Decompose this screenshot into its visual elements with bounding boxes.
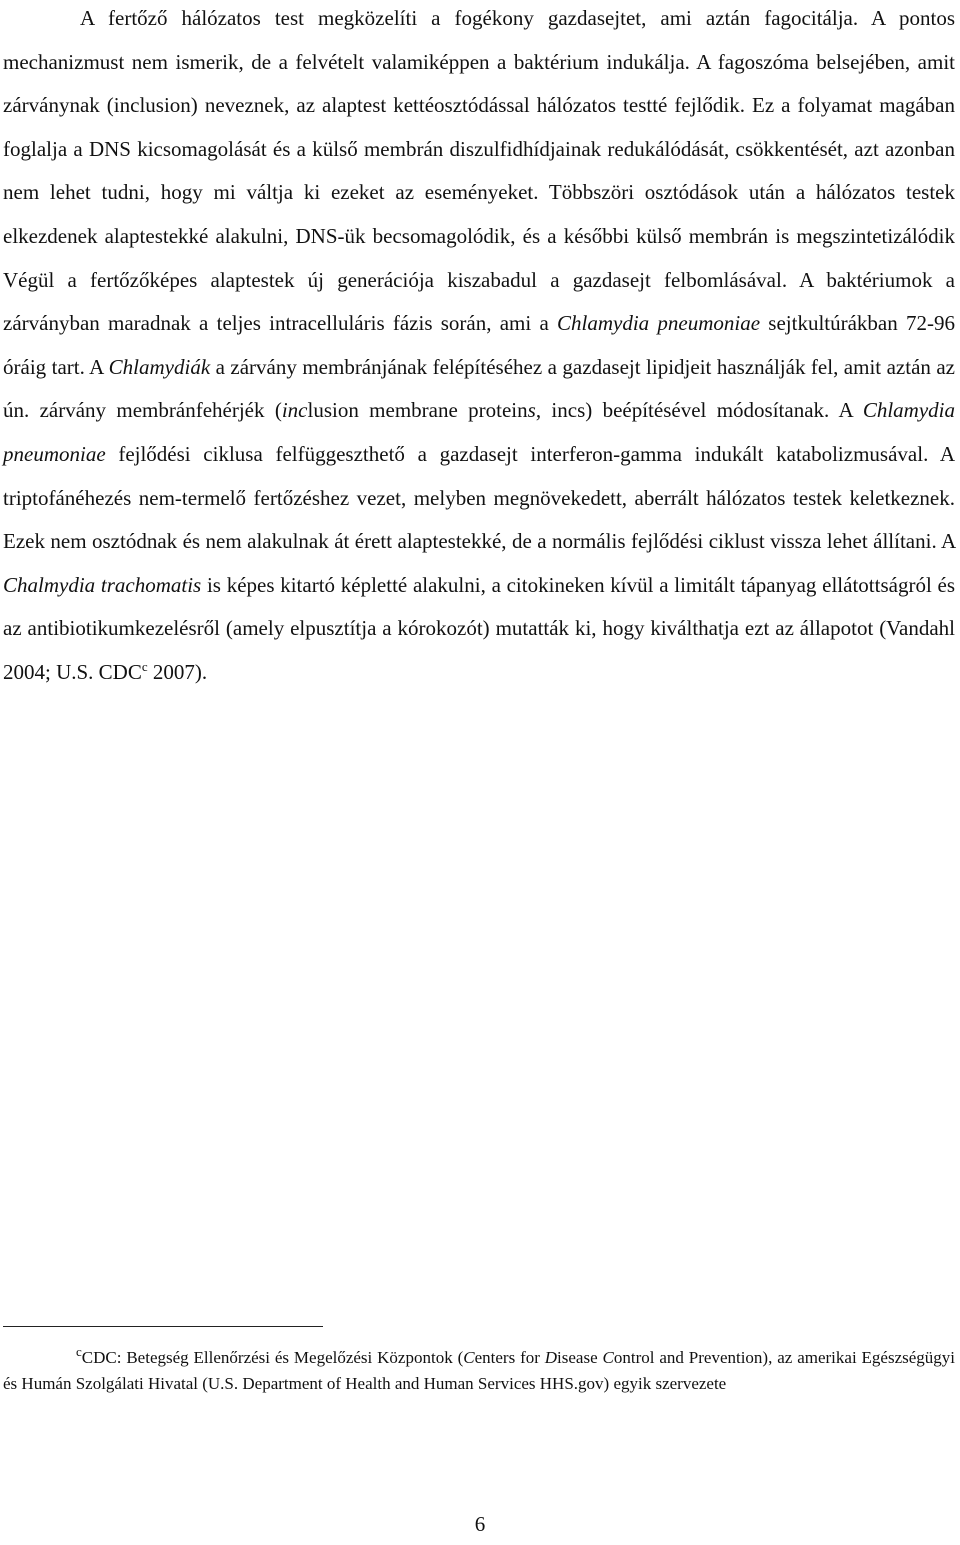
italic-abbrev: s [527, 398, 536, 423]
body-paragraph [3, 0, 955, 695]
text-run: is képes kitartó képletté alakulni, a citokineken kívül a limitált tápanyag ellátottságról és az antibiotikumkezelésről (amely elpusztítja a kórokozót) mutatták ki, hogy kiválthatja ezt az állapotot (Vandahl 2004; U.S. CDC [3, 572, 955, 684]
footnote-divider [3, 1326, 323, 1327]
text-run: lusion membrane protein [307, 398, 528, 423]
text-run: a zárvány membránjának felépítéséhez a gazdasejt lipidjeit használják fel, amit aztán az ún. zárvány membránfehérjék ( [3, 354, 955, 423]
italic-abbrev: inc [281, 398, 308, 423]
species-name: Chlamydia pneumoniae [557, 311, 761, 336]
text-run: 2007). [147, 659, 208, 684]
species-name: Chlamydia pneumoniae [3, 398, 955, 466]
footnote-italic: C [602, 1348, 614, 1367]
footnote-text: enters for [474, 1348, 545, 1367]
page-number: 6 [474, 1512, 486, 1536]
footnote-text: CDC: Betegség Ellenőrzési és Megelőzési Központok ( [81, 1348, 464, 1367]
text-run: A fertőző hálózatos test megközelíti a fogékony gazdasejtet, ami aztán fagocitálja. A pontos mechanizmust nem ismerik, de a felvételt valamiképpen a baktérium indukálja. A fagoszóma belsejében, amit zárványnak (inclusion) neveznek, az alaptest kettéosztódással hálózatos testté fejlődik. Ez a folyamat magában foglalja a DNS kicsomagolását és a külső membrán diszulfidhídjainak redukálódását, csökkentését, azt azonban nem lehet tudni, hogy mi váltja ki ezeket az eseményeket. Többszöri osztódások után a hálózatos testek elkezdenek alaptestekké alakulni, DNS-ük becsomagolódik, és a későbbi külső membrán is megszintetizálódik Végül a fertőzőképes alaptestek új generációja kiszabadul a gazdasejt felbomlásával. A baktériumok a zárványban maradnak a teljes intracelluláris fázis során, ami a [3, 6, 955, 336]
footnote [3, 1345, 955, 1397]
species-name: Chlamydiák [108, 354, 211, 379]
footnote-italic: C [463, 1348, 475, 1367]
text-run: , incs) beépítésével módosítanak. A [535, 398, 863, 423]
text-run: sejtkultúrákban 72-96 óráig tart. A [3, 311, 955, 379]
footnote-italic: D [544, 1348, 558, 1367]
text-run: fejlődési ciklusa felfüggeszthető a gazdasejt interferon-gamma indukált katabolizmusával. A triptofánéhezés nem-termelő fertőzéshez vezet, melyben megnövekedett, aberrált hálózatos testek keletkeznek. Ezek nem osztódnak és nem alakulnak át érett alaptestekké, de a normális fejlődési ciklust vissza lehet állítani. A [3, 441, 955, 554]
species-name: Chalmydia trachomatis [3, 572, 202, 597]
footnote-mark: c [76, 1344, 82, 1359]
footnote-reference: c [141, 658, 148, 674]
footnote-text: ontrol and Prevention), az amerikai Egészségügyi és Humán Szolgálati Hivatal (U.S. Department of Health and Human Services HHS.gov) egyik szervezete [3, 1348, 956, 1393]
footnote-text: isease [557, 1348, 603, 1367]
